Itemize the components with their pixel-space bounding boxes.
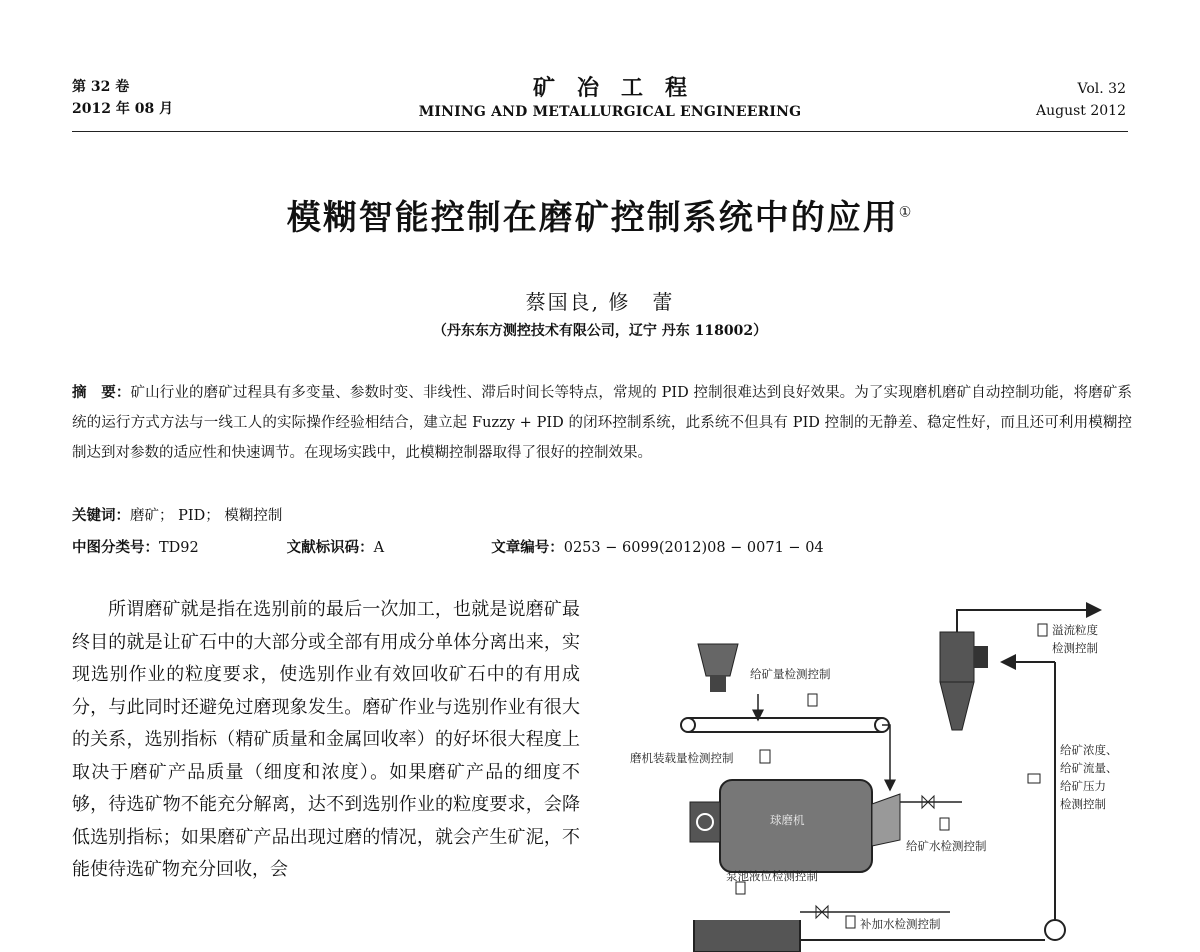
makeup-water-sensor-icon (846, 916, 855, 928)
feed-params-sensor-icon (1028, 774, 1040, 783)
running-header-left (72, 76, 173, 120)
mill-load-sensor-icon (760, 750, 770, 763)
article-number-value: 0253 − 6099(2012)08 − 0071 − 04 (563, 540, 824, 556)
clc-code (72, 534, 282, 562)
grinding-control-diagram (610, 590, 1150, 952)
cyclone-icon (940, 632, 988, 730)
overflow-label-2: 检测控制 (1052, 641, 1098, 655)
belt-conveyor-icon (681, 718, 889, 732)
feed-params-label-3: 给矿压力 (1060, 779, 1106, 793)
article-number (491, 534, 823, 562)
feed-ore-sensor-icon (808, 694, 817, 706)
doc-code (287, 534, 487, 562)
title-footnote-mark: ① (898, 204, 914, 221)
overflow-label-1: 溢流粒度 (1052, 623, 1098, 637)
doc-label: 文献标识码： (286, 540, 374, 556)
makeup-water-label: 补加水检测控制 (860, 917, 941, 931)
ball-mill-label: 球磨机 (770, 813, 805, 827)
feed-water-sensor-icon (940, 818, 949, 830)
volume-en: Vol. 32 (1077, 81, 1126, 97)
article-authors: 蔡国良, 修 蕾 (525, 290, 675, 314)
date-en: August 2012 (1036, 103, 1126, 119)
body-paragraph: 所谓磨矿就是指在选别前的最后一次加工，也就是说磨矿最终目的就是让矿石中的大部分或全部有用成分单体分离出来，实现选别作业的粒度要求，使选别作业有效回收矿石中的有用成分，与此同时还避免过磨现象发生。磨矿作业与选别作业有很大的关系，选别指标（精矿质量和金属回收率）的好坏很大程度上取决于磨矿产品质量（细度和浓度）。如果磨矿产品的细度不够，待选矿物不能充分解离，达不到选别作业的粒度要求，会降低选别指标；如果磨矿产品出现过磨的情况，就会产生矿泥，不能使待选矿物充分回收，会 (72, 599, 580, 880)
feed-ore-label: 给矿量检测控制 (750, 667, 831, 681)
feed-params-label-2: 给矿流量、 (1060, 761, 1118, 775)
feed-params-label-1: 给矿浓度、 (1060, 743, 1118, 757)
article-number-label: 文章编号： (491, 540, 564, 556)
article-affiliation: （丹东东方测控技术有限公司，辽宁 丹东 118002） (432, 323, 768, 339)
article-title-text: 模糊智能控制在磨矿控制系统中的应用 (286, 198, 899, 238)
sump-icon (694, 920, 800, 952)
abstract-label: 摘 要： (72, 385, 131, 401)
overflow-sensor-icon (1038, 624, 1047, 636)
sump-level-sensor-icon (736, 882, 745, 894)
feed-params-label-4: 检测控制 (1060, 797, 1106, 811)
running-header-right (1036, 78, 1126, 122)
abstract-text: 矿山行业的磨矿过程具有多变量、参数时变、非线性、滞后时间长等特点，常规的 PID 控制很难达到良好效果。为了实现磨机磨矿自动控制功能，将磨矿系统的运行方式方法与一线工人的实际操作经验相结合，建立起 Fuzzy + PID 的闭环控制系统，此系统不但具有 PID 控制的无静差、稳定性好，而且还可利用模糊控制达到对参数的适应性和快速调节。在现场实践中，此模糊控制器取得了很好的控制效果。 (72, 385, 1133, 461)
feed-water-label: 给矿水检测控制 (906, 839, 987, 853)
keywords (72, 502, 282, 530)
volume-cn: 第 32 卷 (72, 79, 130, 95)
article-title (150, 190, 1050, 239)
doc-value: A (373, 540, 385, 556)
date-cn: 2012 年 08 月 (72, 101, 174, 117)
clc-value: TD92 (159, 540, 199, 556)
pump-icon (1045, 920, 1065, 940)
ore-hopper-icon (698, 644, 738, 692)
header-rule (72, 131, 1128, 132)
journal-title-cn: 矿冶工程 (532, 75, 709, 101)
running-header-center (400, 74, 820, 122)
keywords-text: 磨矿； PID； 模糊控制 (130, 508, 283, 524)
clc-label: 中图分类号： (72, 540, 159, 556)
conveyor-feed-arrow (882, 725, 890, 790)
sump-level-label: 泵池液位检测控制 (726, 869, 818, 883)
mill-load-label: 磨机装载量检测控制 (630, 751, 734, 765)
classification-line (72, 534, 972, 562)
keywords-label: 关键词： (72, 508, 130, 524)
journal-title-en: MINING AND METALLURGICAL ENGINEERING (418, 104, 802, 120)
abstract (72, 378, 1132, 468)
